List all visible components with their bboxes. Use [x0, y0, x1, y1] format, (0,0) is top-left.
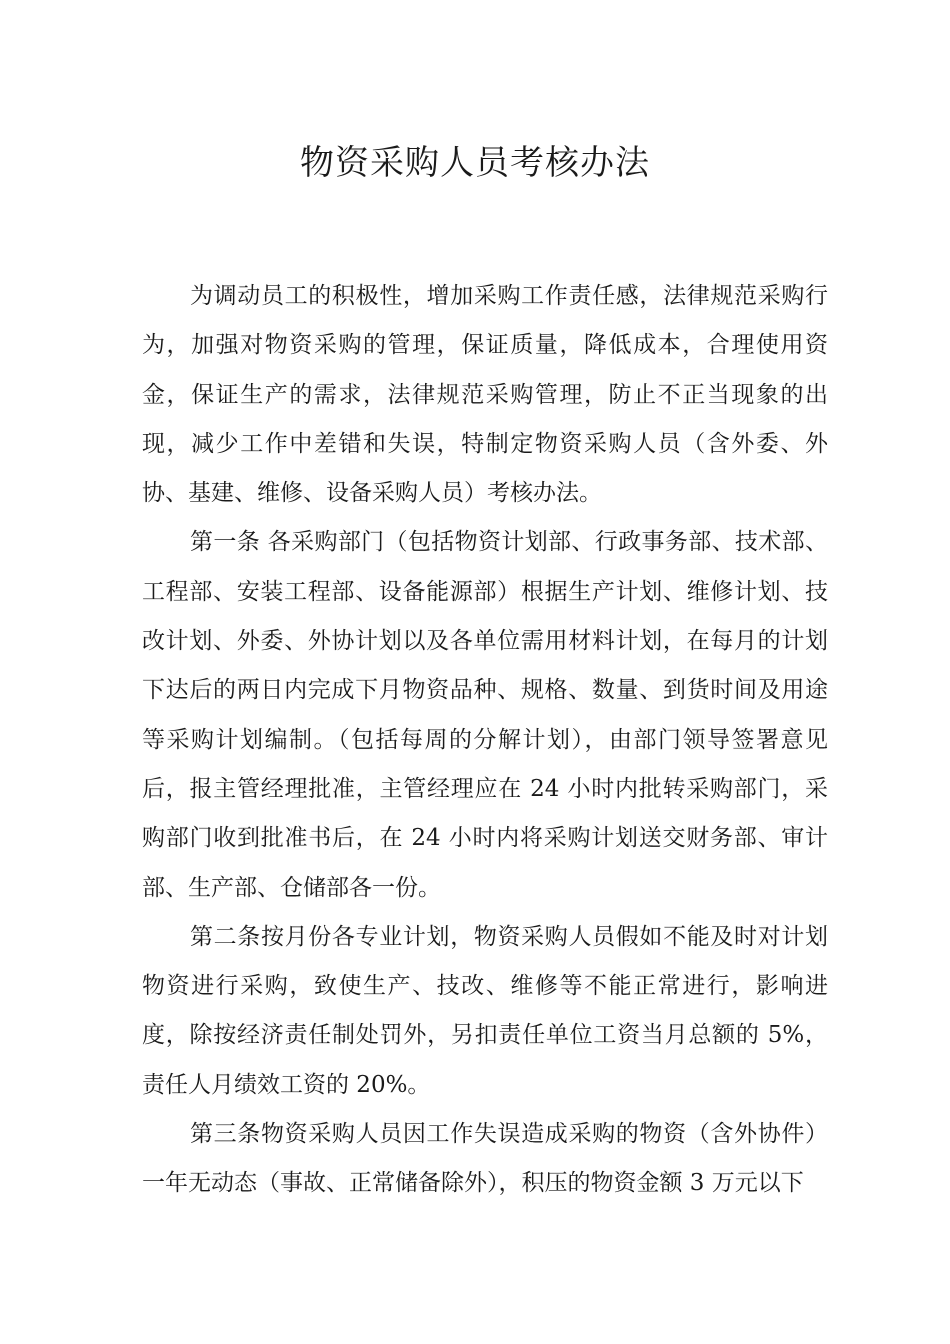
paragraph-article-3: 第三条物资采购人员因工作失误造成采购的物资（含外协件）一年无动态（事故、正常储备除外），积压的物资金额 3 万元以下 [142, 1121, 828, 1197]
paragraph-intro: 为调动员工的积极性，增加采购工作责任感，法律规范采购行为，加强对物资采购的管理，保证质量，降低成本，合理使用资金，保证生产的需求，法律规范采购管理，防止不正当现象的出现，减少工作中差错和失误，特制定物资采购人员（含外委、外协、基建、维修、设备采购人员）考核办法。 [142, 283, 828, 507]
document-body [142, 272, 828, 1209]
paragraph-article-1: 第一条 各采购部门（包括物资计划部、行政事务部、技术部、工程部、安装工程部、设备能源部）根据生产计划、维修计划、技改计划、外委、外协计划以及各单位需用材料计划，在每月的计划下达后的两日内完成下月物资品种、规格、数量、到货时间及用途等采购计划编制。（包括每周的分解计划），由部门领导签署意见后，报主管经理批准，主管经理应在 24 小时内批转采购部门，采购部门收到批准书后，在 24 小时内将采购计划送交财务部、审计部、生产部、仓储部各一份。 [142, 529, 828, 901]
document-title: 物资采购人员考核办法 [300, 143, 650, 183]
paragraph-article-2: 第二条按月份各专业计划，物资采购人员假如不能及时对计划物资进行采购，致使生产、技改、维修等不能正常进行，影响进度，除按经济责任制处罚外，另扣责任单位工资当月总额的 5%，责任人月绩效工资的 20%。 [142, 923, 828, 1098]
